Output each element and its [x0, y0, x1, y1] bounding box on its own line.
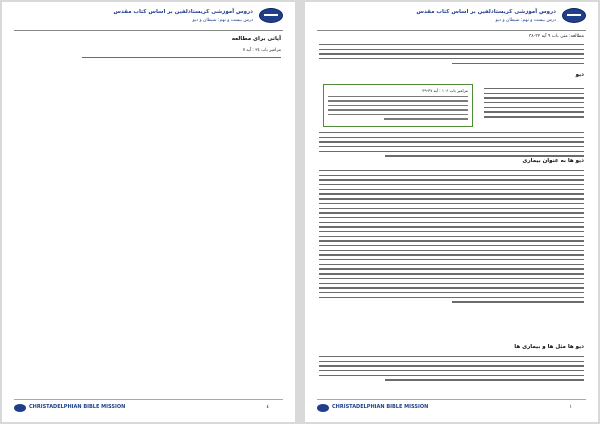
section-heading: دیو [575, 72, 584, 78]
footer-mission-name: CHRISTADELPHIAN BIBLE MISSION [29, 404, 126, 410]
document-page-left [2, 2, 295, 422]
section-heading: دیو ها به عنوان بیماری [522, 158, 584, 164]
paragraph [16, 57, 281, 62]
highlighted-quote-box [323, 84, 473, 127]
footer-divider [317, 399, 586, 400]
paragraph [484, 88, 584, 121]
page-header [14, 8, 283, 28]
header-subtitle: درس بیست و نهم: شیطان و دیو [495, 18, 556, 23]
verse-reference: مزامیر باب ۳٤ : آیه ۷ [242, 48, 281, 53]
page-header [317, 8, 586, 28]
mission-logo-icon [317, 404, 329, 412]
reading-reference: مطالعه: متی باب ۹ آیه ۳۲-۳۸ [528, 34, 584, 39]
mission-logo-icon [14, 404, 26, 412]
quote-reference: مزامیر باب ۱۰۶ : آیه ۳۷-۳۹ [422, 88, 468, 93]
page-footer [317, 402, 586, 414]
section-heading: دیو ها مثل ها و بیماری ها [514, 344, 584, 350]
section-heading: آیاتی برای مطالعه [231, 36, 281, 42]
header-subtitle: درس بیست و نهم: شیطان و دیو [192, 18, 253, 23]
page-footer [14, 402, 283, 414]
paragraph [319, 356, 584, 384]
page-number: ٤ [266, 404, 269, 410]
paragraph [319, 170, 584, 306]
mission-logo-icon [562, 8, 586, 23]
paragraph [319, 44, 584, 67]
header-divider [317, 30, 586, 31]
footer-mission-name: CHRISTADELPHIAN BIBLE MISSION [332, 404, 429, 410]
header-title: دروس آموزشی کریستادلفین بر اساس کتاب مقدس [113, 9, 253, 15]
document-page-right [305, 2, 598, 422]
page-number: ١ [569, 404, 572, 410]
header-divider [14, 30, 283, 31]
footer-divider [14, 399, 283, 400]
paragraph [319, 132, 584, 160]
header-title: دروس آموزشی کریستادلفین بر اساس کتاب مقدس [416, 9, 556, 15]
mission-logo-icon [259, 8, 283, 23]
